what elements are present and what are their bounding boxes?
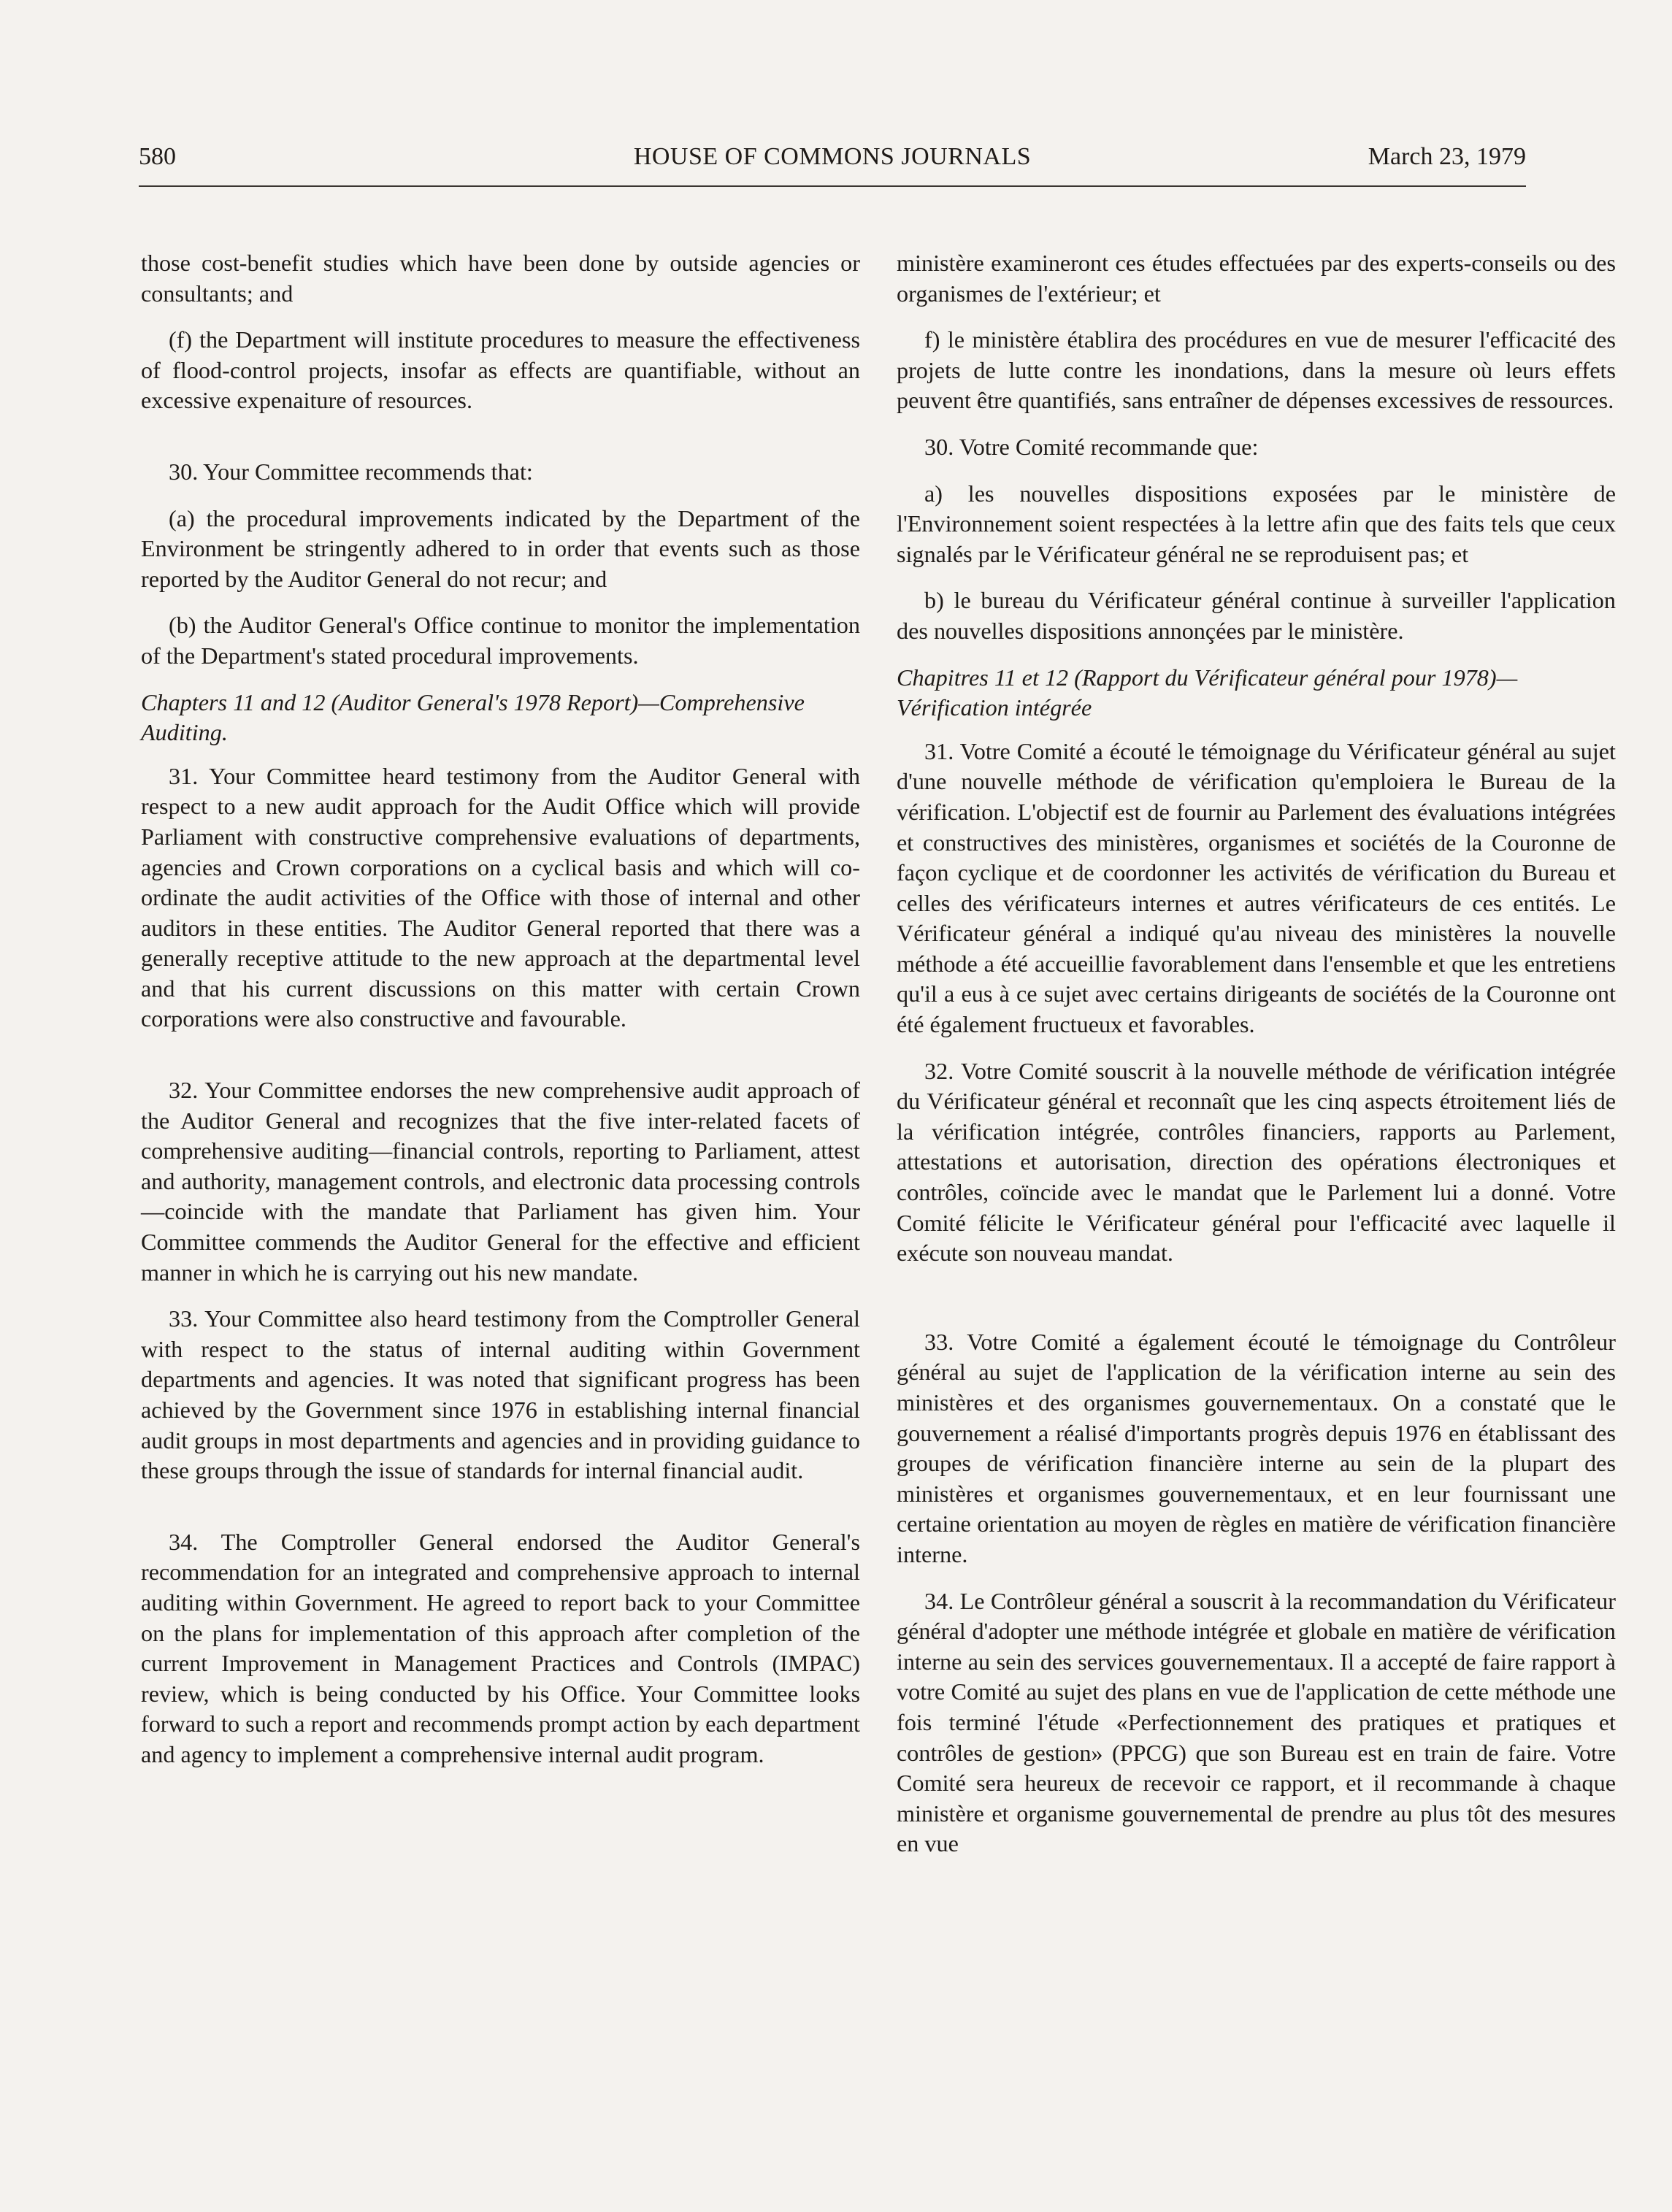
- en-paragraph-33: 33. Your Committee also heard testimony from the Comptroller General with respect to the status of internal auditing within Government departments and agencies. It was noted that significant progress has been achieved by the Government since 1976 in establishing internal financial audit groups in most departments and agencies and in providing guidance to these groups through the issue of standards for internal financial audit.: [141, 1305, 860, 1484]
- fr-paragraph-30: 30. Votre Comité recommande que:: [924, 433, 1259, 460]
- fr-paragraph-30b: b) le bureau du Vérificateur général continue à surveiller l'application des nouvelles dispositions annonçées par le ministère.: [897, 587, 1616, 644]
- en-paragraph-32: 32. Your Committee endorses the new comprehensive audit approach of the Auditor General and recognizes that the five inter-related facets of comprehensive auditing—financial controls, reporting to Parliament, attest and authority, management controls, and electronic data processing controls—coincide with the mandate that Parliament has given him. Your Committee commends the Auditor General for the effective and efficient manner in which he is carrying out his new mandate.: [141, 1077, 860, 1286]
- en-paragraph-34: 34. The Comptroller General endorsed the Auditor General's recommendation for an integrated and comprehensive approach to internal auditing within Government. He agreed to report back to your Committee on the plans for implementation of this approach after completion of the current Improvement in Management Practices and Controls (IMPAC) review, which is being conducted by his Office. Your Committee looks forward to such a report and recommends prompt action by each department and agency to implement a comprehensive internal audit program.: [141, 1528, 860, 1767]
- en-paragraph-f: (f) the Department will institute procedures to measure the effectiveness of flood-control projects, insofar as effects are quantifiable, without an excessive expenaiture of resources.: [141, 326, 860, 414]
- en-paragraph-continued: those cost-benefit studies which have been done by outside agencies or consultants; and: [141, 250, 860, 307]
- fr-paragraph-34: 34. Le Contrôleur général a souscrit à la recommandation du Vérificateur général d'adopter une méthode intégrée et globale en matière de vérification interne au sein des services gouvernementaux. Il a accepté de faire rapport à votre Comité au sujet des plans en vue de l'application de cette méthode une fois terminé l'étude «Perfectionnement des pratiques et pratiques et contrôles de gestion» (PPCG) que son Bureau est en train de faire. Votre Comité sera heureux de recevoir ce rapport, et il recommande à chaque ministère et organisme gouvernemental de prendre au plus tôt des mesures en vue: [897, 1587, 1616, 1857]
- fr-paragraph-continued: ministère examineront ces études effectuées par des experts-conseils ou des organismes de l'extérieur; et: [897, 250, 1616, 307]
- fr-paragraph-32: 32. Votre Comité souscrit à la nouvelle méthode de vérification intégrée du Vérificateur général et reconnaît que les cinq aspects étroitement liés de la vérification intégrée, contrôles financiers, rapports au Parlement, attestations et autorisation, direction des opérations électroniques et contrôles, coïncide avec le mandat que le Parlement lui a donné. Votre Comité félicite le Vérificateur général pour l'efficacité avec laquelle il exécute son nouveau mandat.: [897, 1057, 1616, 1267]
- fr-section-heading: Chapitres 11 et 12 (Rapport du Vérificateur général pour 1978)—Vérification intégrée: [897, 664, 1518, 721]
- en-paragraph-30b: (b) the Auditor General's Office continue to monitor the implementation of the Department's stated procedural improvements.: [141, 612, 860, 669]
- fr-paragraph-31: 31. Votre Comité a écouté le témoignage du Vérificateur général au sujet d'une nouvelle méthode de vérification qu'emploiera le Bureau de la vérification. L'objectif est de fournir au Parlement des évaluations intégrées et constructives des ministères, organismes et sociétés de la Couronne de façon cyclique et de coordonner les activités de vérification du Bureau et celles des vérificateurs internes et autres vérificateurs de ces entités. Le Vérificateur général a indiqué qu'au niveau des ministères la nouvelle méthode a été accueillie favorablement dans l'ensemble et que les entretiens qu'il a eus à ce sujet avec certains dirigeants de sociétés de la Couronne ont été également fructueux et favorables.: [897, 737, 1616, 1038]
- en-paragraph-30: 30. Your Committee recommends that:: [169, 458, 533, 485]
- en-paragraph-30a: (a) the procedural improvements indicated by the Department of the Environment be stringently adhered to in order that events such as those reported by the Auditor General do not recur; and: [141, 504, 860, 592]
- page-number: 580: [139, 143, 176, 170]
- en-paragraph-31: 31. Your Committee heard testimony from the Auditor General with respect to a new audit approach for the Audit Office which will provide Parliament with constructive comprehensive evaluations of departments, agencies and Crown corporations on a cyclical basis and which will co-ordinate the audit activities of the Office with those of internal and other auditors in these entities. The Auditor General reported that there was a generally receptive attitude to the new approach at the departmental level and that his current discussions on this matter with certain Crown corporations were also constructive and favourable.: [141, 762, 860, 1032]
- fr-paragraph-33: 33. Votre Comité a également écouté le témoignage du Contrôleur général au sujet de l'application de la vérification interne au sein des ministères et des organismes gouvernementaux. On a constaté que le gouvernement a réalisé d'importants progrès depuis 1976 en établissant des groupes de vérification financière interne au sein de la plupart des ministères et organismes gouvernementaux, et en leur fournissant une certaine orientation au moyen de règles en matière de vérification financière interne.: [897, 1328, 1616, 1567]
- english-column: [141, 248, 860, 1786]
- journal-title: HOUSE OF COMMONS JOURNALS: [633, 143, 1032, 170]
- en-section-heading: Chapters 11 and 12 (Auditor General's 1978 Report)—Comprehensive Auditing.: [141, 688, 805, 746]
- french-column: [897, 248, 1616, 1875]
- fr-paragraph-f: f) le ministère établira des procédures en vue de mesurer l'efficacité des projets de lutte contre les inondations, dans la mesure où leurs effets peuvent être quantifiés, sans entraîner de dépenses excessives de ressources.: [897, 326, 1616, 414]
- page-date: March 23, 1979: [1368, 143, 1526, 170]
- page-header: [139, 143, 1526, 187]
- fr-paragraph-30a: a) les nouvelles dispositions exposées par le ministère de l'Environnement soient respectées à la lettre afin que des faits tels que ceux signalés par le Vérificateur général ne se reproduisent pas; et: [897, 480, 1616, 567]
